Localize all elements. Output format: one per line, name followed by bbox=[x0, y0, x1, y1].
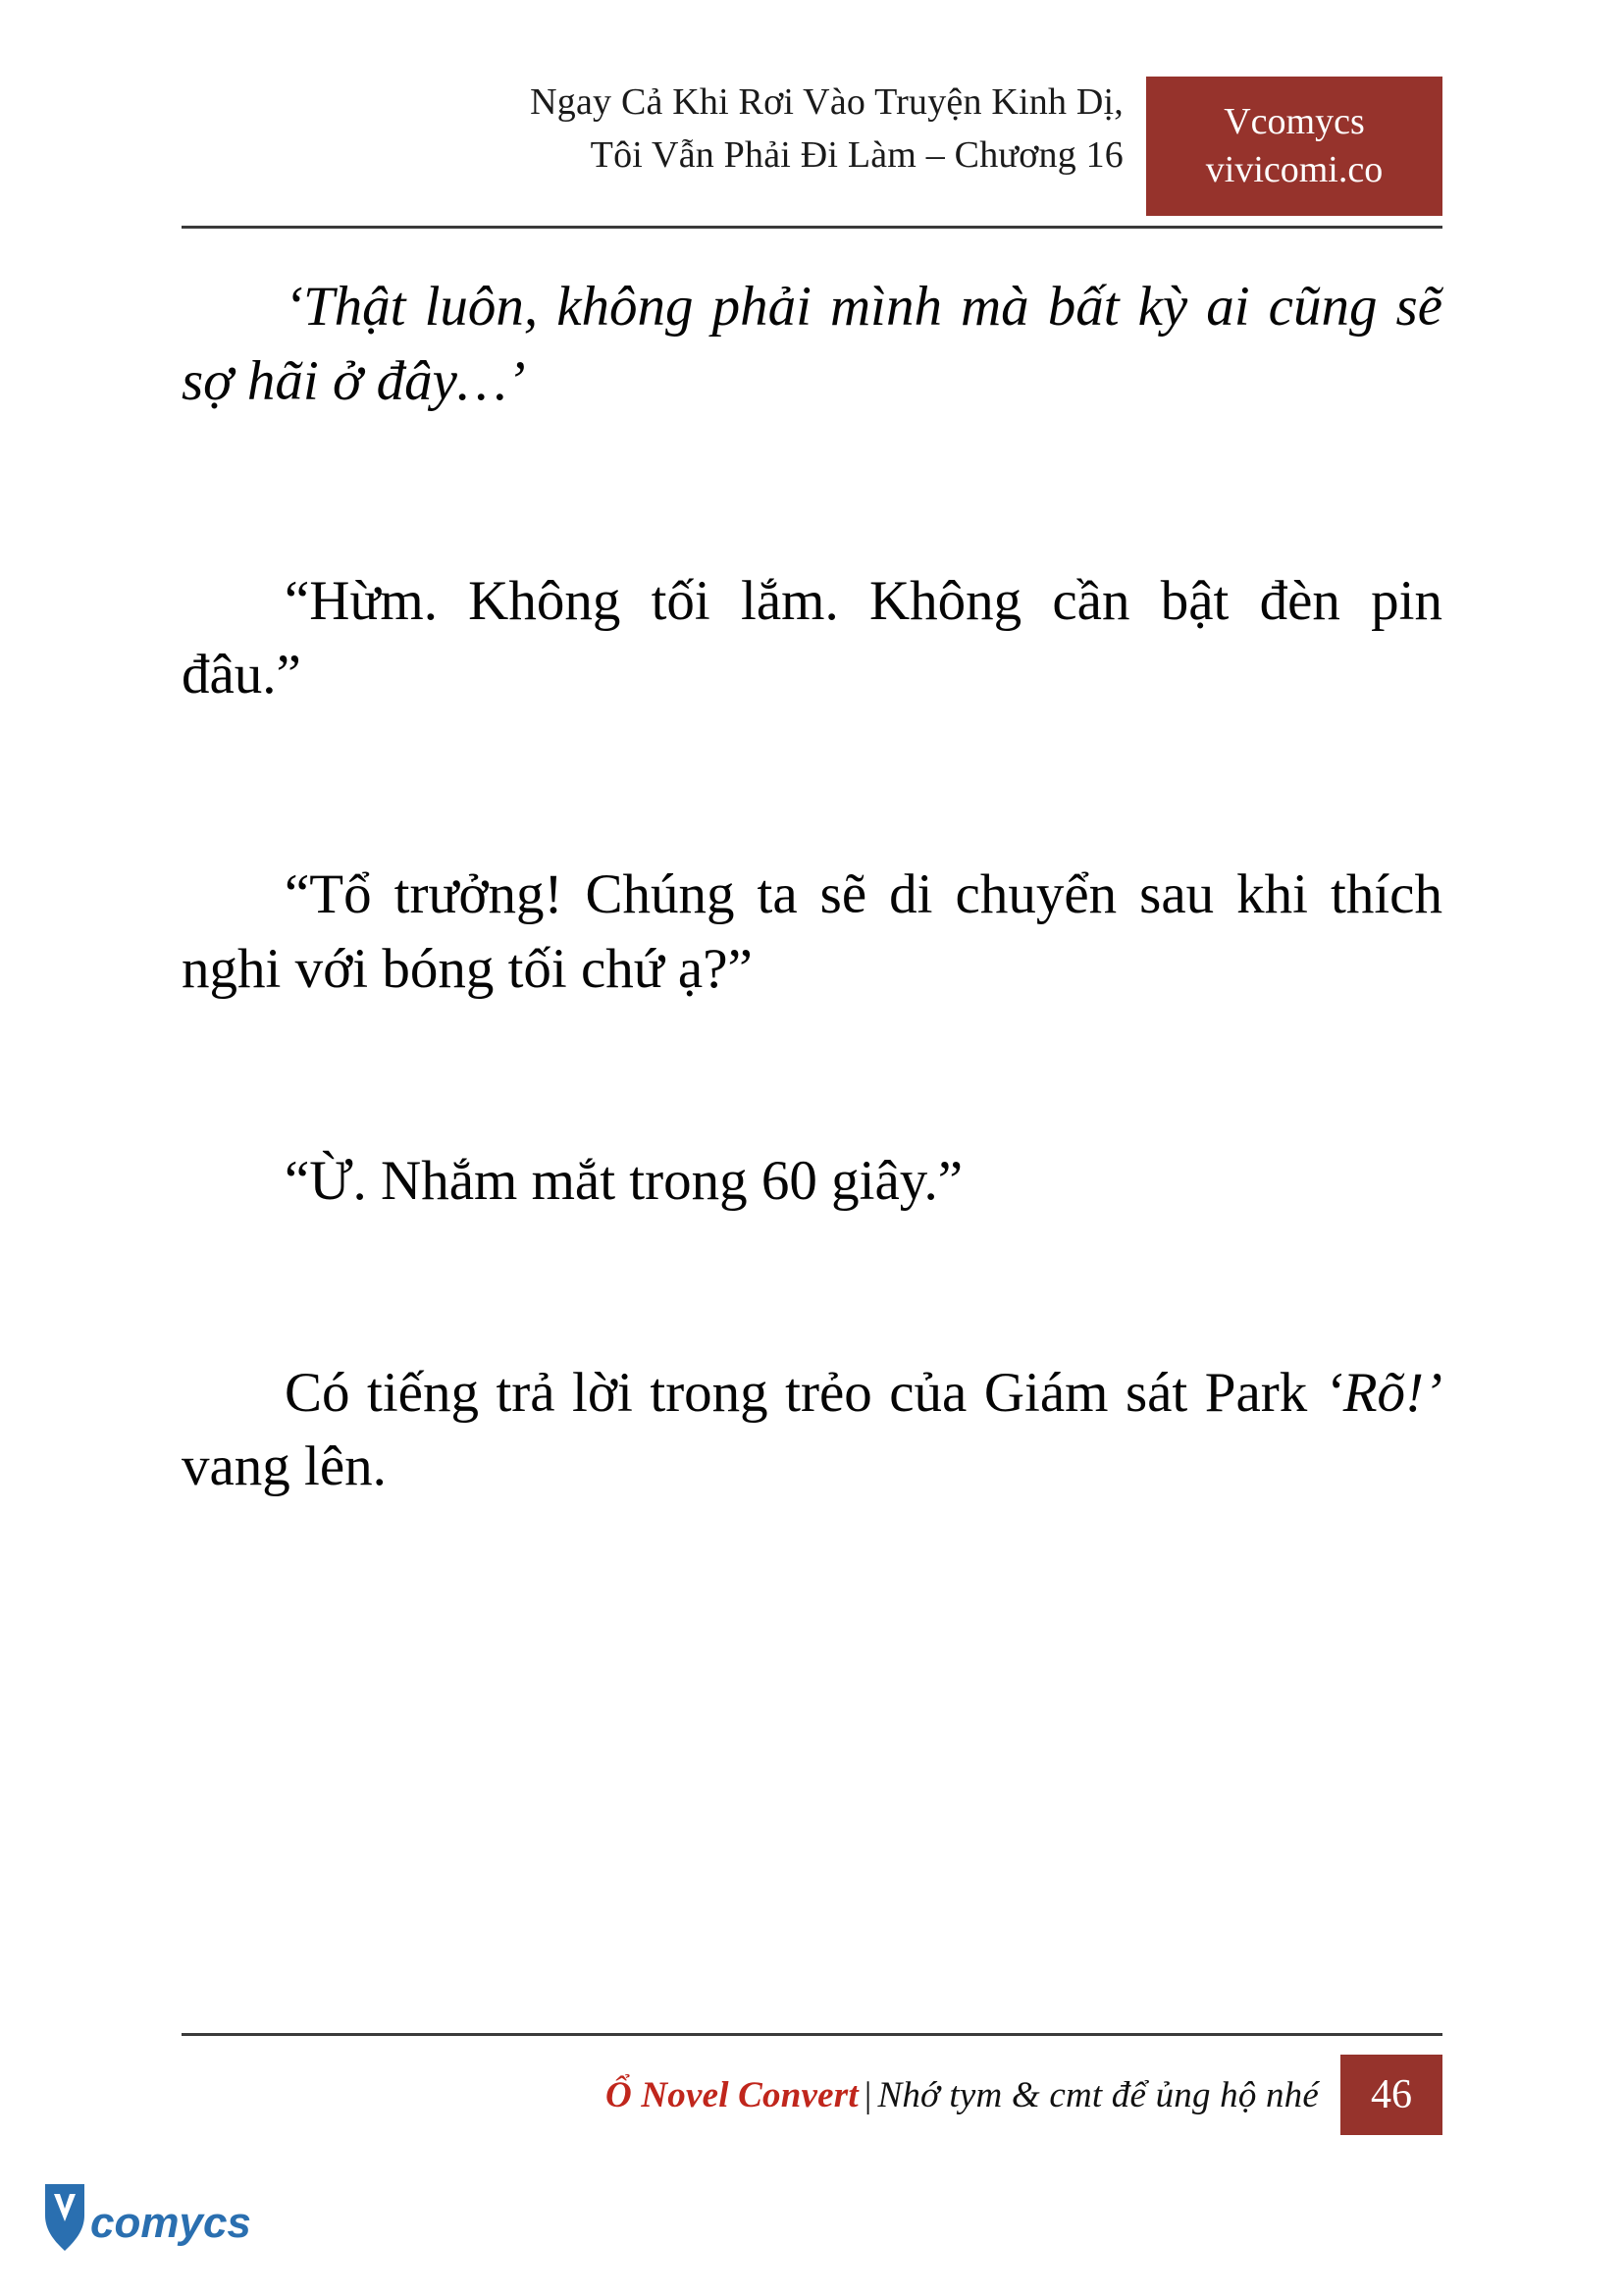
vcomycs-logo-watermark bbox=[41, 2176, 267, 2261]
page-number-badge: 46 bbox=[1340, 2055, 1442, 2135]
paragraph-5-after: vang lên. bbox=[182, 1435, 387, 1498]
site-badge-url: vivicomi.co bbox=[1205, 149, 1384, 190]
paragraph-3: “Tổ trưởng! Chúng ta sẽ di chuyển sau khi thích nghi với bóng tối chứ ạ?” bbox=[182, 863, 1442, 1000]
page-content bbox=[182, 270, 1442, 1504]
vcomycs-logo-icon bbox=[41, 2176, 267, 2261]
page-header bbox=[182, 77, 1442, 232]
paragraph-spacer bbox=[182, 419, 1442, 564]
paragraph-spacer bbox=[182, 1007, 1442, 1144]
paragraph-4: “Ừ. Nhắm mắt trong 60 giây.” bbox=[285, 1149, 964, 1212]
paragraph-spacer bbox=[182, 1219, 1442, 1356]
paragraph-5 bbox=[182, 1356, 1442, 1505]
header-title-line-2: Tôi Vẫn Phải Đi Làm – Chương 16 bbox=[590, 133, 1124, 176]
header-divider bbox=[182, 226, 1442, 229]
site-badge-name: Vcomycs bbox=[1224, 101, 1365, 143]
footer-separator: | bbox=[864, 2074, 872, 2115]
header-title-line-1: Ngay Cả Khi Rơi Vào Truyện Kinh Dị, bbox=[530, 81, 1124, 123]
paragraph-spacer bbox=[182, 712, 1442, 858]
footer-content bbox=[182, 2055, 1442, 2135]
paragraph-5-before: Có tiếng trả lời trong trẻo của Giám sát Park bbox=[285, 1361, 1325, 1424]
paragraph-1: ‘Thật luôn, không phải mình mà bất kỳ ai cũng sẽ sợ hãi ở đây…’ bbox=[182, 276, 1442, 412]
header-title bbox=[339, 77, 1124, 183]
svg-text:comycs: comycs bbox=[90, 2199, 251, 2247]
paragraph-2: “Hừm. Không tối lắm. Không cần bật đèn pin đâu.” bbox=[182, 569, 1442, 706]
paragraph-5-quote: ‘Rõ!’ bbox=[1324, 1361, 1442, 1424]
footer-note: Nhớ tym & cmt để ủng hộ nhé bbox=[877, 2074, 1319, 2115]
site-badge bbox=[1146, 77, 1442, 216]
footer-divider bbox=[182, 2033, 1442, 2036]
footer-brand: Ổ Novel Convert bbox=[604, 2074, 859, 2115]
page-footer bbox=[182, 2033, 1442, 2151]
footer-credit bbox=[605, 2074, 1319, 2116]
